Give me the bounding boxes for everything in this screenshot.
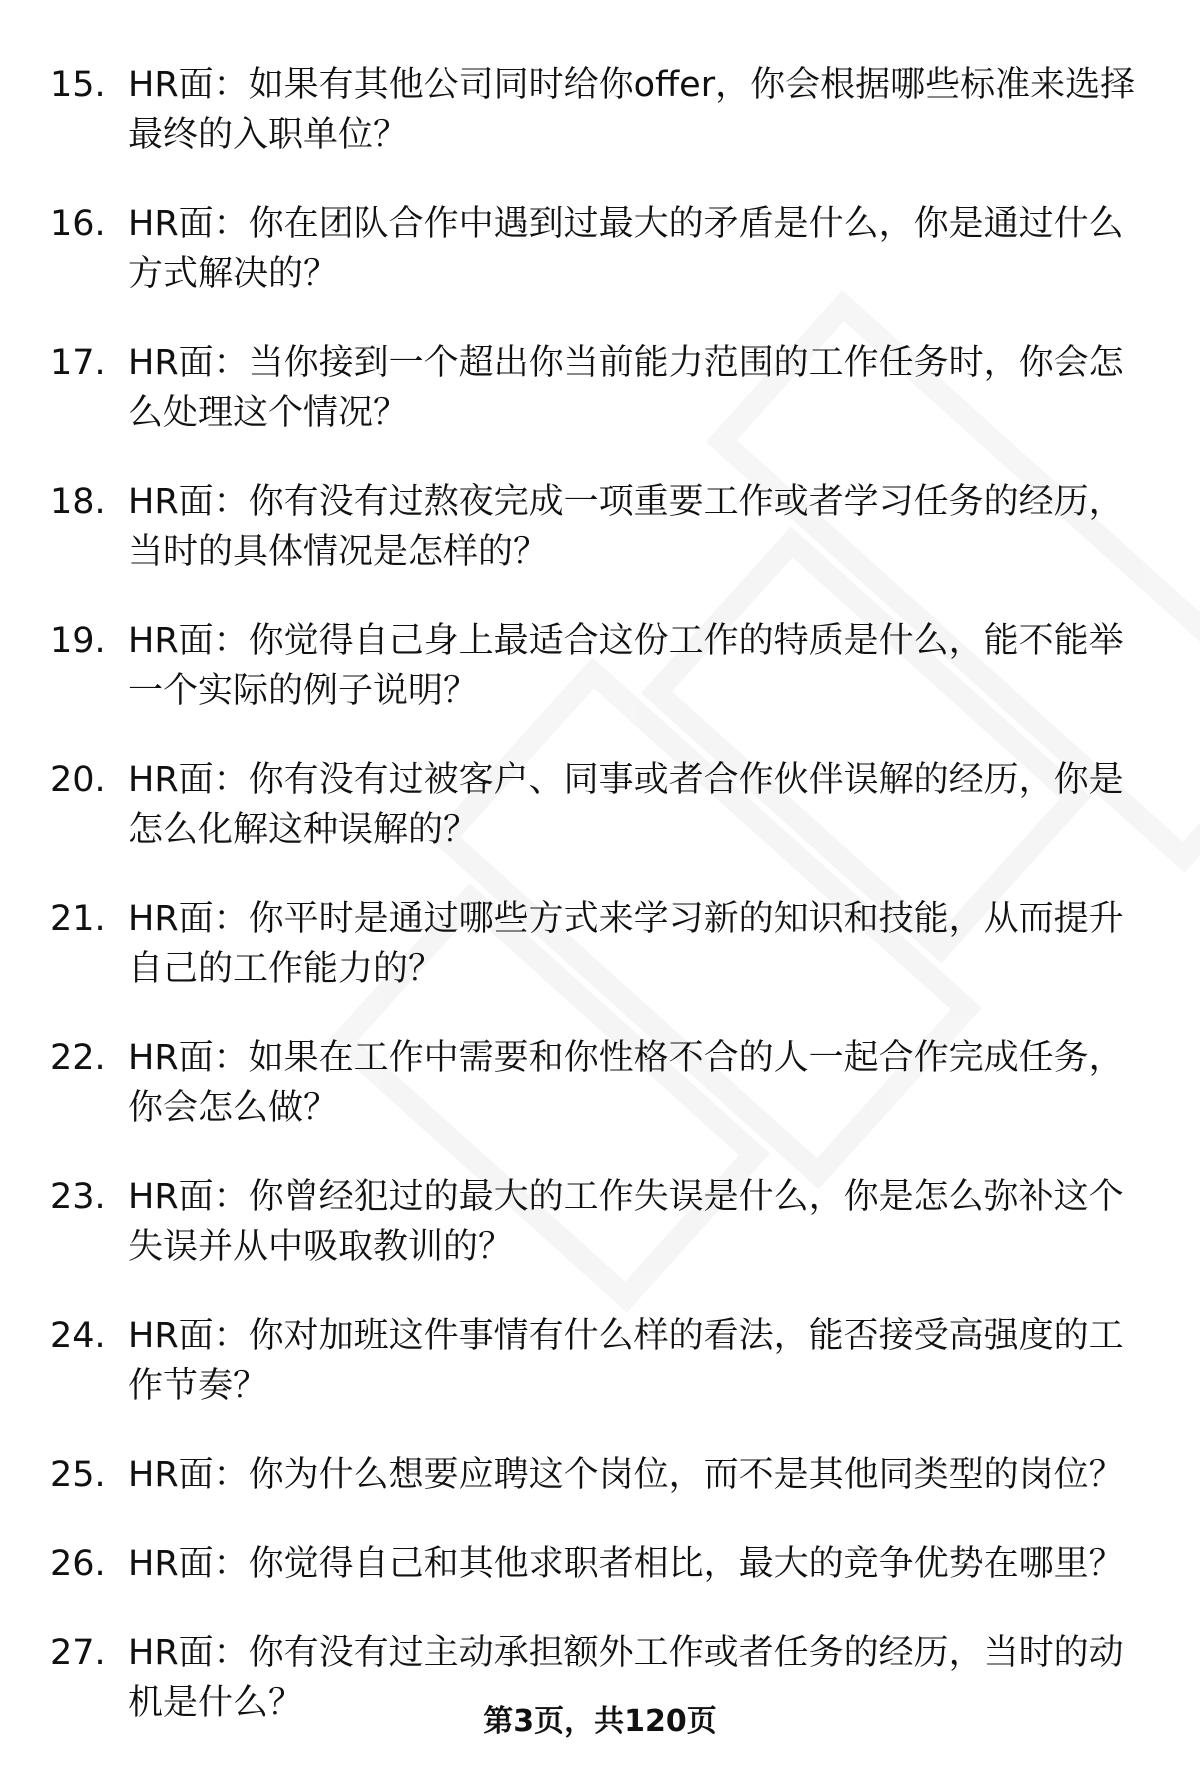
question-item-20	[0, 755, 1200, 855]
question-text: HR面：你有没有过熬夜完成一项重要工作或者学习任务的经历，当时的具体情况是怎样的？	[128, 482, 1124, 572]
question-number: 16.	[50, 204, 106, 244]
question-number: 17.	[50, 343, 106, 383]
question-number: 24.	[50, 1316, 106, 1356]
question-text: HR面：你为什么想要应聘这个岗位，而不是其他同类型的岗位？	[128, 1455, 1124, 1495]
question-item-25	[0, 1450, 1200, 1500]
question-item-17	[0, 338, 1200, 438]
question-text: HR面：你觉得自己和其他求职者相比，最大的竞争优势在哪里？	[128, 1544, 1124, 1584]
question-text: HR面：你有没有过被客户、同事或者合作伙伴误解的经历，你是怎么化解这种误解的？	[128, 760, 1124, 850]
question-number: 27.	[50, 1633, 106, 1673]
question-item-18	[0, 477, 1200, 577]
question-text: HR面：你对加班这件事情有什么样的看法，能否接受高强度的工作节奏？	[128, 1316, 1124, 1406]
question-item-15	[0, 60, 1200, 160]
question-text: HR面：如果有其他公司同时给你offer，你会根据哪些标准来选择最终的入职单位？	[128, 65, 1136, 155]
question-number: 18.	[50, 482, 106, 522]
question-text: HR面：如果在工作中需要和你性格不合的人一起合作完成任务，你会怎么做？	[128, 1038, 1124, 1128]
question-number: 25.	[50, 1455, 106, 1495]
question-number: 26.	[50, 1544, 106, 1584]
question-text: HR面：你有没有过主动承担额外工作或者任务的经历，当时的动机是什么？	[128, 1633, 1124, 1723]
question-item-23	[0, 1172, 1200, 1272]
question-number: 15.	[50, 65, 106, 105]
question-item-26	[0, 1539, 1200, 1589]
question-text: HR面：你觉得自己身上最适合这份工作的特质是什么，能不能举一个实际的例子说明？	[128, 621, 1124, 711]
question-text: HR面：当你接到一个超出你当前能力范围的工作任务时，你会怎么处理这个情况？	[128, 343, 1124, 433]
question-item-24	[0, 1311, 1200, 1411]
question-item-16	[0, 199, 1200, 299]
question-number: 19.	[50, 621, 106, 661]
question-number: 22.	[50, 1038, 106, 1078]
question-text: HR面：你在团队合作中遇到过最大的矛盾是什么，你是通过什么方式解决的？	[128, 204, 1124, 294]
question-text: HR面：你平时是通过哪些方式来学习新的知识和技能，从而提升自己的工作能力的？	[128, 899, 1124, 989]
question-number: 20.	[50, 760, 106, 800]
question-list	[0, 60, 1200, 1767]
question-number: 21.	[50, 899, 106, 939]
question-number: 23.	[50, 1177, 106, 1217]
question-item-19	[0, 616, 1200, 716]
page-number-footer: 第3页，共120页	[483, 1704, 717, 1739]
question-item-21	[0, 894, 1200, 994]
question-item-22	[0, 1033, 1200, 1133]
question-text: HR面：你曾经犯过的最大的工作失误是什么，你是怎么弥补这个失误并从中吸取教训的？	[128, 1177, 1124, 1267]
